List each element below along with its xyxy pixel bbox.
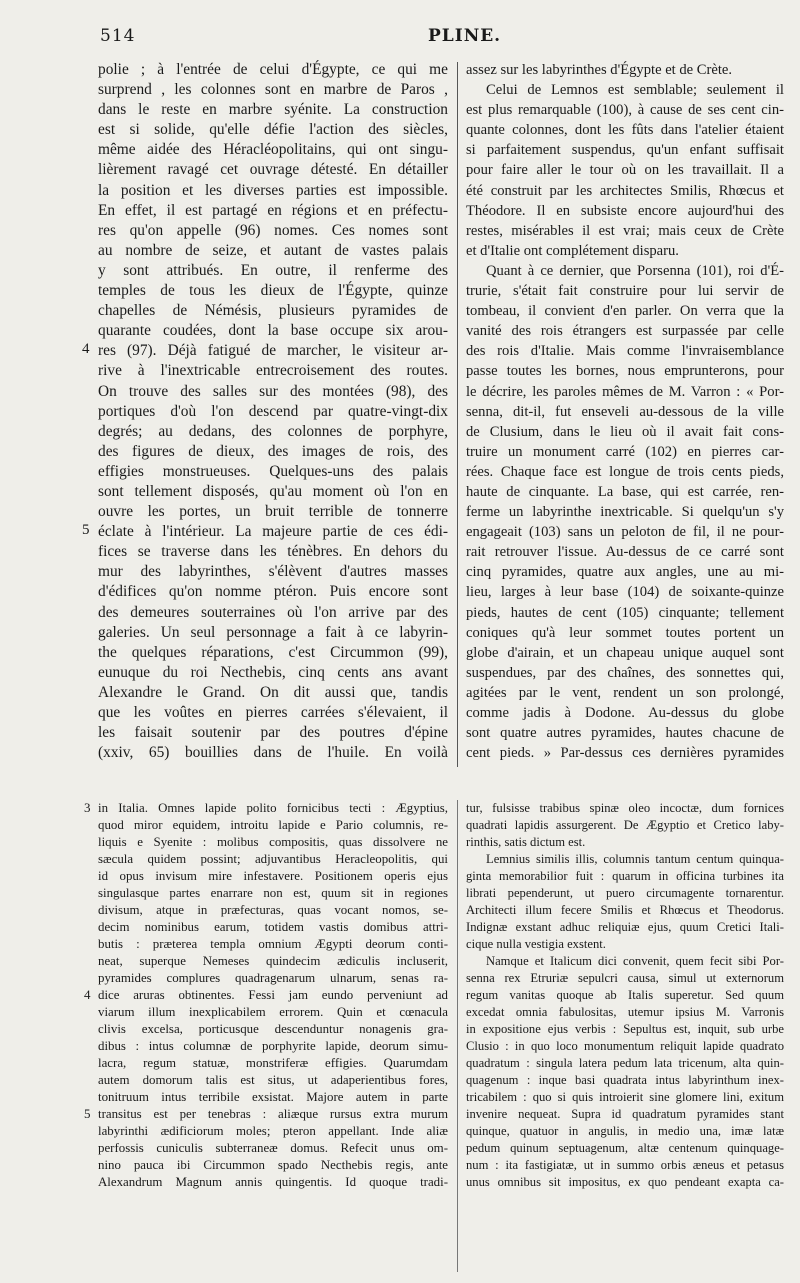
text-line: effigies monstrueuses. Quelques-uns des palais — [98, 462, 448, 480]
latin-text-left-column — [98, 800, 448, 1191]
french-text-left-column — [98, 60, 448, 763]
section-number: 4 — [82, 341, 90, 357]
text-line: passe toutes les bornes, nous emprunterons, pour — [466, 363, 784, 380]
text-line: est plus remarquable (100), à cause de ses cent cin- — [466, 102, 784, 119]
text-line: cinq pyramides, quatre aux angles, une au mi- — [466, 564, 784, 581]
latin-line: tur, fulsisse trabibus spinæ oleo incoctæ, dum fornices — [466, 801, 784, 815]
text-line: des demeures souterraines où l'on arrive par des — [98, 603, 448, 621]
text-line: Théodore. Il en subsiste encore aujourd'hui des — [466, 202, 784, 219]
text-line: En effet, il est partagé en régions et en préfectu- — [98, 201, 448, 219]
text-line: pour faire aller le tour où on les travaillait. Il a — [466, 162, 784, 179]
text-line: sont quatre autres pyramides, hautes chacune de — [466, 725, 784, 742]
text-line: la position et les diverses parties est impossible. — [98, 181, 448, 199]
text-line: chapelles de Némésis, plusieurs pyramides de — [98, 302, 448, 320]
latin-line: quagenum : inque basi quadrata intus labyrinthum inex- — [466, 1073, 784, 1087]
text-line: des figures de dieux, des images de rois, des — [98, 442, 448, 460]
latin-line: cique nulla vestigia exstent. — [466, 937, 606, 951]
latin-line: excedat omnia fabulositas, utemur ipsius M. Varronis — [466, 1005, 784, 1019]
text-line: d'édifices qu'on nomme ptéron. Puis encore sont — [98, 583, 448, 601]
text-line: haute de cinquante. La base, qui est carrée, ren- — [466, 483, 784, 500]
section-number: 3 — [84, 800, 91, 815]
text-line: dans le reste en marbre syénite. La construction — [98, 101, 448, 119]
latin-line: regum vanitas quoque ab Italis superetur. Sed quum — [466, 988, 784, 1002]
text-line: eunuque du roi Necthebis, cinq cents ans avant — [98, 663, 448, 681]
text-line: le décrire, les paroles mêmes de M. Varron : « Por- — [466, 383, 784, 400]
latin-line: labyrinthi ædificiorum moles; pteron appellant. Inde aliæ — [98, 1124, 448, 1138]
text-line: sont tellement disposés, qu'au moment où l'on en — [98, 482, 448, 500]
text-line: restes, misérables il est vrai; mais ceux de Crète — [466, 222, 784, 239]
column-divider — [457, 62, 458, 767]
text-line: lieu, larges à leur base (104) de soixante-quinze — [466, 584, 784, 601]
text-line: truire un monument carré (102) en pierres car- — [466, 443, 784, 460]
latin-line: rinthis, satis dictum est. — [466, 835, 586, 849]
text-line: Alexandre le Grand. On dit aussi que, tandis — [98, 683, 448, 701]
latin-line: pyramides complures quadragenarum ulnarum, senas ra- — [98, 971, 448, 985]
page-header — [0, 26, 800, 50]
latin-line: Indignæ exstant adhuc reliquiæ ejus, quum Cretici Itali- — [466, 920, 784, 934]
text-line: polie ; à l'entrée de celui d'Égypte, ce qui me — [98, 61, 448, 78]
latin-line: nino pauca ibi Circummon spado Necthebis regis, ante — [98, 1158, 448, 1172]
latin-line: dibus : intus columnæ de porphyrite lapide, deorum simu- — [98, 1039, 448, 1053]
text-line: surprend , les colonnes sont en marbre de Paros , — [98, 81, 448, 99]
text-line: y sont attribués. En outre, il renferme des — [98, 261, 448, 279]
text-line: que les voûtes en pierres carrées s'élevaient, il — [98, 704, 448, 721]
text-line: quarante coudées, dont la base occupe six arou- — [98, 322, 448, 340]
text-line: On trouve des salles sur des montées (98), des — [98, 382, 448, 400]
latin-line: pedum quinum septuagenum, altæ centenum quinquage- — [466, 1141, 784, 1155]
running-title: PLINE. — [428, 26, 502, 46]
text-line: rive à l'inextricable entrecroisement des routes. — [98, 362, 448, 380]
text-line: res (97). Déjà fatigué de marcher, le visiteur ar- — [98, 342, 448, 360]
text-line: quante colonnes, dont les fûts dans l'atelier étaient — [466, 122, 784, 139]
latin-line: in expositione ejus verbis : Sepultus est, inquit, sub urbe — [466, 1022, 784, 1036]
latin-line: tonitruum intus terribile exsistat. Majore autem in parte — [98, 1090, 448, 1104]
text-line: agitées par le vent, rendent un son prolongé, — [466, 684, 784, 701]
latin-line: senna rex Etruriæ sepulcri causa, simul ut externorum — [466, 971, 784, 985]
text-line: suspendues, par des chaînes, des sonnettes qui, — [466, 664, 784, 681]
latin-line: clivis excelsa, porticusque descenduntur nonagenis gra- — [98, 1022, 448, 1036]
latin-text-right-column — [466, 800, 784, 1191]
text-line: assez sur les labyrinthes d'Égypte et de Crète. — [466, 62, 733, 78]
latin-line: Lemnius similis illis, columnis tantum centum quinqua- — [486, 852, 784, 866]
latin-line: Architecti illum fecere Smilis et Rhœcus et Theodorus. — [466, 903, 784, 917]
latin-line: singulasque partes enarrare non est, quum sit in regiones — [98, 886, 448, 900]
text-line: les faisait soutenir par des poutres d'épine — [98, 724, 448, 742]
latin-line: transitus est per tenebras : aliæque rursus extra murum — [98, 1107, 448, 1121]
text-line: comme jadis à Dodone. Au-dessus du globe — [466, 705, 784, 721]
text-line: Celui de Lemnos est semblable; seulement il — [486, 82, 784, 99]
latin-line: neat, superque Nemeses quindecim ædiculis incluserit, — [98, 954, 448, 968]
text-line: pieds, hautes de cent (105) cinquante; tellement — [466, 604, 784, 621]
latin-line: ginta memorabilior fuit : quarum in officina turbines ita — [466, 869, 784, 883]
latin-line: Clusio : in quo loco monumentum reliquit lapide quadrato — [466, 1039, 784, 1053]
text-line: the quelques réparations, c'est Circummon (99), — [98, 643, 448, 661]
text-line: galeries. Un seul personnage a fait à ce labyrin- — [98, 623, 448, 641]
text-line: ouvre les portes, un bruit terrible de tonnerre — [98, 503, 448, 521]
text-line: mur des labyrinthes, s'élèvent d'autres masses — [98, 563, 448, 581]
latin-line: in Italia. Omnes lapide polito fornicibus tecti : Ægyptius, — [98, 801, 448, 815]
text-line: degrés; au dedans, des colonnes de porphyre, — [98, 422, 448, 440]
text-line: fices se traverse dans les ténèbres. En dehors du — [98, 543, 448, 561]
text-line: trurie, s'était fait construire pour lui servir de — [466, 283, 784, 300]
text-line: Quant à ce dernier, que Porsenna (101), roi d'É- — [486, 262, 784, 279]
latin-line: viarum illum inexplicabilem errorem. Quin et cœnacula — [98, 1005, 448, 1019]
text-line: coniques qu'à leur sommet toutes portent un — [466, 624, 784, 641]
latin-line: decim nominibus earum, totidem vastis domibus attri- — [98, 920, 448, 934]
latin-line: unus omnibus sit impositus, ex quo pendeant exapta ca- — [466, 1175, 784, 1189]
french-text-right-column — [466, 60, 784, 763]
text-line: est si solide, qu'elle défie l'action des siècles, — [98, 121, 448, 139]
latin-line: quadrati lapidis assurgerent. De Ægyptio et Cretico laby- — [466, 818, 784, 832]
latin-line: tricabilem : quo si quis introierit sine glomere lini, exitum — [466, 1090, 784, 1104]
text-line: rait retrouver l'issue. Au-dessus de ce carré sont — [466, 544, 784, 561]
text-line: (xxiv, 65) bouillies dans de l'huile. En voilà — [98, 744, 448, 762]
text-line: lièrement ravagé cet ouvrage détesté. En détailler — [98, 161, 448, 179]
text-line: portiques d'où l'on descend par quatre-vingt-dix — [98, 402, 448, 420]
latin-line: Namque et Italicum dici convenit, quem fecit sibi Por- — [486, 954, 784, 968]
page-number: 514 — [100, 26, 136, 46]
text-line: ferme un labyrinthe inextricable. Si quelqu'un s'y — [466, 504, 784, 521]
latin-line: Alexandrum Magnum annis quingentis. Id quoque tradi- — [98, 1175, 448, 1189]
section-number: 4 — [84, 987, 91, 1002]
latin-line: sæcula quidem possint; adjuvantibus Heracleopolitis, qui — [98, 852, 448, 866]
latin-line: butis : præterea templa omnium Ægypti deorum conti- — [98, 937, 448, 951]
latin-line: liquis e Syenite : molibus compositis, quas dissolvere ne — [98, 835, 448, 849]
text-line: au nombre de seize, et autant de vastes palais — [98, 241, 448, 259]
text-line: même aidée des Héracléopolitains, qui ont singu- — [98, 141, 448, 159]
text-line: globe d'airain, et un chapeau unique auquel sont — [466, 644, 784, 661]
text-line: si parfaitement suspendus, qu'un enfant suffisait — [466, 142, 784, 159]
text-line: senna, dit-il, fut enseveli au-dessous de la ville — [466, 403, 784, 420]
latin-line: num : ita fastigiatæ, ut in summo orbis æneus et petasus — [466, 1158, 784, 1172]
text-line: de Clusium, dans le lieu où il avait fait cons- — [466, 423, 784, 440]
text-line: vanité des rois étrangers est surpassée par celle — [466, 323, 784, 340]
text-line: été construit par les architectes Smilis, Rhœcus et — [466, 182, 784, 199]
latin-line: dice aruras obtinentes. Fessi jam eundo perveniunt ad — [98, 988, 448, 1002]
text-line: rées. Chaque face est longue de trois cents pieds, — [466, 463, 784, 480]
latin-line: quinque, quatuor in angulis, in medio una, imæ latæ — [466, 1124, 784, 1138]
latin-line: divisum, atque in præfecturas, quas vocant nomos, se- — [98, 903, 448, 917]
latin-line: autem domorum talis est situs, ut adaperientibus fores, — [98, 1073, 448, 1087]
section-number: 5 — [82, 522, 90, 538]
column-divider — [457, 800, 458, 1272]
text-line: cent pieds. » Par-dessus ces dernières pyramides — [466, 745, 784, 762]
text-line: res qu'on appelle (96) nomes. Ces nomes sont — [98, 221, 448, 239]
text-line: des rois d'Italie. Mais comme l'invraisemblance — [466, 343, 784, 360]
text-line: éclate à l'intérieur. La majeure partie de ces édi- — [98, 523, 448, 541]
latin-line: quod miror equidem, introitu lapide e Pario columnis, re- — [98, 818, 448, 832]
text-line: et d'Italie ont complétement disparu. — [466, 242, 679, 259]
latin-line: perfossis cuniculis subterraneæ domus. Refecit unus om- — [98, 1141, 448, 1155]
latin-line: librati pependerunt, ut puero circumagente tornarentur. — [466, 886, 784, 900]
section-number: 5 — [84, 1106, 91, 1121]
latin-line: lacra, regum statuæ, monstriferæ effigies. Quarumdam — [98, 1056, 448, 1070]
text-line: temples de tous les dieux de l'Égypte, quinze — [98, 282, 448, 300]
latin-line: invenire nequeat. Supra id quadratum pyramides stant — [466, 1107, 784, 1121]
latin-line: id opus invisum mire infestavere. Positionem operis ejus — [98, 869, 448, 883]
text-line: tombeau, il convient d'en parler. On verra que la — [466, 303, 784, 320]
text-line: engageait (103) sans un peloton de fil, il ne pour- — [466, 524, 784, 541]
latin-line: quadratum : singula latera pedum lata tricenum, alta quin- — [466, 1056, 784, 1070]
